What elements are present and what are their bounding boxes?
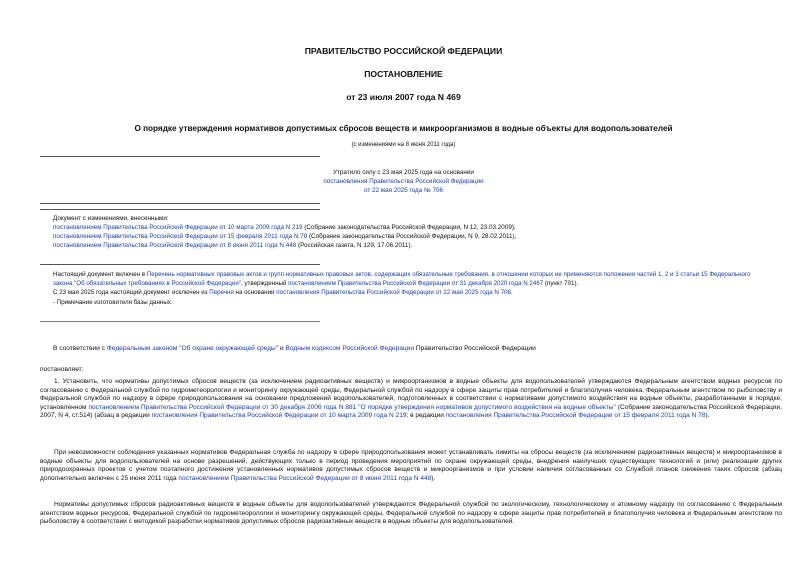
divider	[40, 321, 320, 322]
note-link-list[interactable]: Перечня	[209, 289, 234, 297]
paragraph-text: При невозможности соблюдения указанных нормативов Федеральная служба по надзору в сфере природопользования может устанавливать лимиты на сбросы веществ (за исключением радиоактивных веществ) и микроорганизмов в водные объекты для водопользователей на основе разрешений, действующих только в период проведения мероприятий по охране окружающей среды, внедрения наилучших существующих технологий и (или) реализации других природоохранных проектов с учетом поэтапного достижения установленных нормативов допустимых сбросов веществ и микроорганизмов и при условии наличия согласованных со Службой планов снижения таких сбросов (абзац дополнительно включен с 25 июня 2011 года	[40, 449, 782, 482]
divider	[40, 156, 320, 157]
expired-notice	[0, 169, 807, 196]
changes-block	[53, 215, 773, 251]
paragraph-1	[40, 378, 782, 421]
preamble-text: Правительство Российской Федерации	[414, 345, 536, 352]
changes-intro: Документ с изменениями, внесенными:	[53, 215, 169, 222]
change-link[interactable]: постановлением Правительства Российской Федерации от 10 марта 2009 года N 219	[53, 223, 303, 231]
note-text: , утвержденный	[241, 280, 289, 288]
document-date-number: от 23 июля 2007 года N 469	[346, 92, 461, 102]
expired-text: Утратило силу с 23 мая 2025 года на основании	[333, 169, 474, 176]
database-note	[53, 270, 769, 307]
link-water-code[interactable]: Водным кодексом Российской Федерации	[285, 345, 415, 352]
note-text: (пункт 701).	[543, 280, 579, 288]
document-type: ПОСТАНОВЛЕНИЕ	[364, 69, 443, 79]
paragraph-text: 1. Установить, что нормативы допустимых сбросов веществ (за исключением радиоактивных веществ) и микроорганизмов в водные объекты для водопользователей утверждаются Федеральным агентством водных ресурсов по согласованию с Федеральной службой по гидрометеорологии и мониторингу окружающей среды, Федеральной службой по надзору в сфере защиты прав потребителей и благополучия человека, Федеральным агентством по рыболовству и Федеральной службой по надзору в сфере природопользования на основании предложений водопользователей, подготовленных в соответствии с нормативами допустимого воздействия на водные объекты, разработанными в порядке, установленном	[40, 378, 782, 411]
change-source: (Собрание законодательства Российской Федерации, N 12, 23.03.2009);	[302, 223, 516, 231]
note-paragraph	[53, 288, 769, 297]
amendment-status: (с изменениями на 8 июня 2011 года)	[351, 142, 456, 148]
preamble-text: В соответствии с	[53, 345, 107, 352]
note-link-resolution[interactable]: постановлением Правительства Российской Федерации от 31 декабря 2020 года N 2467	[288, 280, 544, 288]
paragraph-3: Нормативы допустимых сбросов радиоактивных веществ в водные объекты для водопользователей утверждаются Федеральной службой по экологическому, технологическому и атомному надзору по согласованию с Федеральным агентством водных ресурсов, Федеральной службой по гидрометеорологии и мониторингу окружающей среды, Федеральной службой по надзору в сфере защиты прав потребителей и благополучия человека и Федеральным агентством по рыболовству в соответствии с методикой разработки нормативов допустимых сбросов радиоактивных веществ в водные объекты для водопользователей.	[40, 501, 782, 526]
changes-item	[53, 233, 773, 242]
paragraph-text: (Собрание законодательства Российской Федерации, 2007, N 4, ст.514) (абзац в редакции	[40, 403, 783, 420]
note-link-resolution[interactable]: постановления Правительства Российской Федерации от 22 мая 2025 года N 706	[276, 289, 511, 297]
expired-link-date[interactable]: от 22 мая 2025 года № 706	[364, 186, 443, 194]
paragraph-text: ).	[431, 474, 436, 482]
preamble-text: и	[278, 345, 286, 352]
note-text: С 23 мая 2025 года настоящий документ исключен из	[53, 289, 210, 297]
change-link[interactable]: постановлением Правительства Российской Федерации от 8 июня 2011 года N 448	[53, 241, 297, 249]
note-text: Настоящий документ включен в	[53, 271, 147, 278]
changes-item	[53, 224, 773, 233]
decides-label: постановляет:	[40, 366, 84, 373]
divider	[40, 203, 320, 204]
note-paragraph	[53, 270, 769, 288]
divider	[40, 264, 320, 265]
paragraph-text: ; в редакции	[406, 412, 446, 420]
change-link[interactable]: постановлением Правительства Российской Федерации от 15 февраля 2011 года N 78	[53, 232, 308, 240]
government-heading: ПРАВИТЕЛЬСТВО РОССИЙСКОЙ ФЕДЕРАЦИИ	[304, 46, 503, 56]
change-source: (Собрание законодательства Российской Федерации, N 9, 28.02.2011);	[307, 232, 517, 240]
note-link-list[interactable]: Перечень нормативных правовых актов и групп нормативных правовых актов, содержащих обязательные требования, в отношении которых не применяются положения частей 1, 2 и 3 статьи 15 Федерального закона "Об обязательных требованиях в Российской Федерации"	[53, 271, 751, 288]
document-title: О порядке утверждения нормативов допустимых сбросов веществ и микроорганизмов в водные объекты для водопользователей	[134, 124, 673, 133]
paragraph-2	[40, 449, 782, 483]
link-resolution-219[interactable]: постановления Правительства Российской Федерации от 10 марта 2009 года N 219	[151, 412, 407, 420]
note-footnote: - Примечание изготовителя базы данных.	[53, 298, 173, 306]
preamble	[53, 345, 769, 354]
divider	[40, 209, 320, 210]
note-text: .	[510, 289, 513, 297]
change-source: (Российская газета, N 129, 17.06.2011).	[296, 241, 413, 249]
link-resolution-881[interactable]: постановлением Правительства Российской Федерации от 30 декабря 2006 года N 881 "О порядке утверждения нормативов допустимого воздействия на водные объекты"	[88, 403, 616, 411]
link-resolution-78[interactable]: постановления Правительства Российской Федерации от 15 февраля 2011 года N 78	[445, 412, 706, 420]
note-text: на основании	[233, 289, 277, 297]
link-environment-law[interactable]: Федеральным законом "Об охране окружающей среды"	[106, 345, 279, 352]
expired-link-resolution[interactable]: постановления Правительства Российской Федерации	[323, 177, 484, 185]
link-resolution-448[interactable]: постановлением Правительства Российской Федерации от 8 июня 2011 года N 448	[178, 474, 432, 482]
changes-item	[53, 242, 773, 251]
paragraph-text: ).	[705, 412, 710, 420]
